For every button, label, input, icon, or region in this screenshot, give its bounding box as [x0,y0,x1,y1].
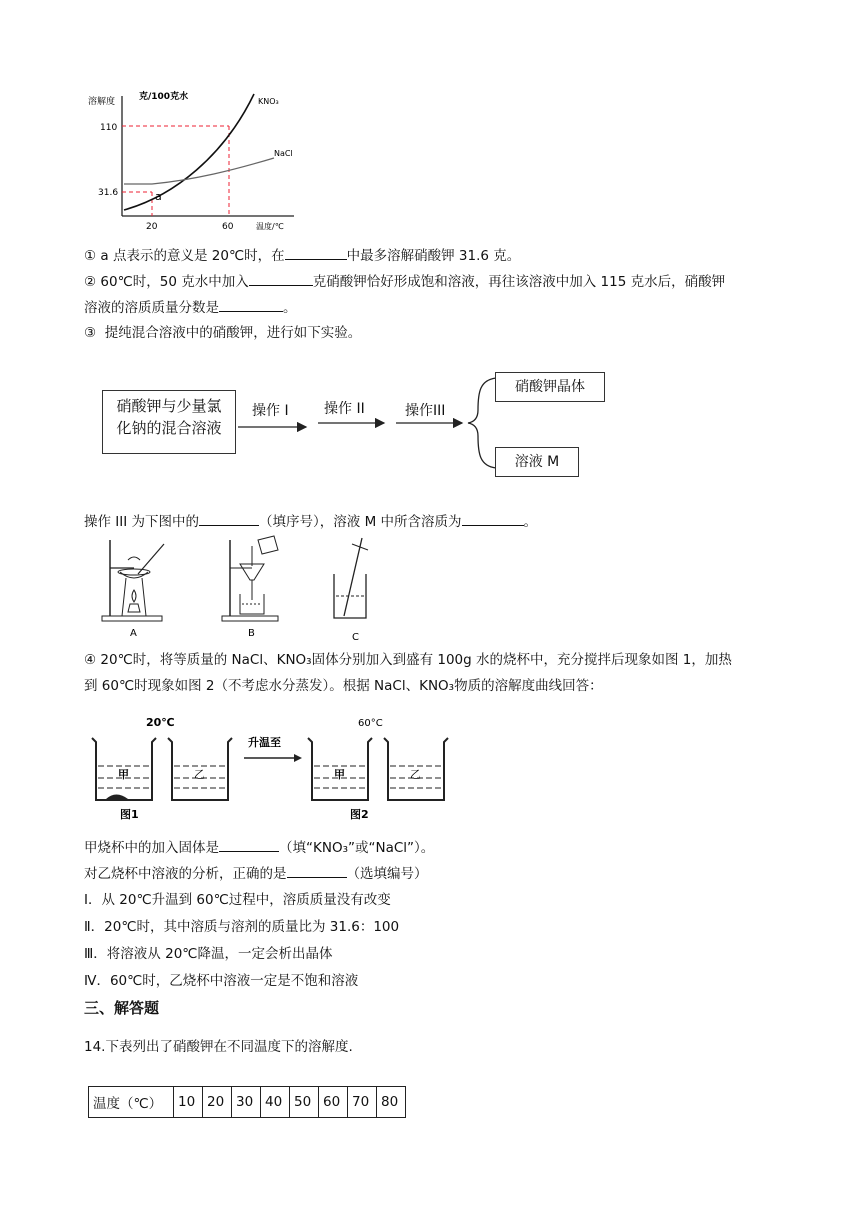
answer-blank[interactable] [462,511,524,526]
question-4-line-2: 到 60℃时现象如图 2（不考虑水分蒸发）。根据 NaCl、KNO₃物质的溶解度曲线回答： [84,678,603,694]
section-title: 三、解答题 [84,999,160,1017]
question-3: ③ 提纯混合溶液中的硝酸钾，进行如下实验。 [84,325,362,341]
unit-label: 克/100克水 [139,92,189,102]
svg-text:乙: 乙 [194,768,205,781]
svg-text:甲: 甲 [118,768,129,781]
nacl-label: NaCl [274,149,293,158]
question-14: 14.下表列出了硝酸钾在不同温度下的溶解度. [84,1039,353,1055]
table-row [89,1087,406,1118]
table-header-cell: 温度（℃） [89,1087,174,1118]
option-1: Ⅰ．从 20℃升温到 60℃过程中，溶质质量没有改变 [84,892,391,908]
flow-output-crystal: 硝酸钾晶体 [495,372,605,402]
flow-arrows [234,370,510,480]
option-2: Ⅱ．20℃时，其中溶质与溶剂的质量比为 31.6：100 [84,919,400,935]
apparatus-c [334,538,368,643]
figure-1-label: 图1 [120,808,139,821]
svg-text:乙: 乙 [410,768,421,781]
question-1: ① a 点表示的意义是 20℃时，在 中最多溶解硝酸钾 31.6 克。 [84,245,520,266]
x-tick-20: 20 [146,222,158,232]
beakers-figure [86,712,456,822]
option-3: Ⅲ．将溶液从 20℃降温，一定会析出晶体 [84,946,333,962]
question-3b: 操作 III 为下图中的 （填序号），溶液 M 中所含溶质为 。 [84,511,537,532]
svg-text:甲: 甲 [334,768,345,781]
beaker-jia-20 [92,738,156,800]
question-4-line-1: ④ 20℃时，将等质量的 NaCl、KNO₃固体分别加入到盛有 100g 水的烧杯中，充分搅拌后现象如图 1，加热 [84,652,732,668]
question-6: 对乙烧杯中溶液的分析，正确的是 （选填编号） [84,863,428,884]
y-axis-label: 溶解度 [88,97,116,107]
kno3-label: KNO₃ [258,97,279,106]
svg-text:B: B [248,628,255,639]
svg-text:C: C [352,632,359,643]
option-4: Ⅳ．60℃时，乙烧杯中溶液一定是不饱和溶液 [84,973,359,989]
table-cell: 60 [319,1087,348,1118]
question-2-line-1: ② 60℃时，50 克水中加入 克硝酸钾恰好形成饱和溶液，再往该溶液中加入 115 克水后，硝酸钾 [84,271,725,292]
beaker-jia-60 [308,738,372,800]
point-a-label: a [155,190,162,203]
figure-2-label: 图2 [350,808,369,821]
flow-op-3: 操作III [405,403,446,419]
flow-op-1: 操作 I [252,403,289,419]
question-5: 甲烧杯中的加入固体是 （填“KNO₃”或“NaCl”）。 [84,837,434,858]
beaker-yi-60 [384,738,448,800]
answer-blank[interactable] [285,245,347,260]
table-cell: 80 [377,1087,406,1118]
y-tick-31-6: 31.6 [98,188,119,198]
answer-blank[interactable] [219,837,279,852]
answer-blank[interactable] [199,511,259,526]
flow-start-box: 硝酸钾与少量氯 化钠的混合溶液 [102,390,236,454]
x-axis-label: 温度/℃ [256,222,284,231]
apparatus-a [102,540,164,639]
y-tick-110: 110 [100,123,118,133]
answer-blank[interactable] [287,863,347,878]
question-2-line-2: 溶液的溶质质量分数是 。 [84,297,297,318]
table-cell: 50 [290,1087,319,1118]
table-cell: 40 [261,1087,290,1118]
temp-60: 60°C [358,718,383,729]
answer-blank[interactable] [219,297,283,312]
solubility-graph [84,86,304,236]
flow-op-2: 操作 II [324,401,365,417]
flow-output-solution: 溶液 M [495,447,579,477]
x-tick-60: 60 [222,222,234,232]
solubility-table [88,1086,406,1118]
table-cell: 30 [232,1087,261,1118]
temp-20: 20℃ [146,716,175,729]
table-cell: 10 [174,1087,203,1118]
table-cell: 70 [348,1087,377,1118]
svg-text:A: A [130,628,137,639]
answer-blank[interactable] [249,271,313,286]
apparatus-figure [92,534,392,644]
beaker-yi-20 [168,738,232,800]
apparatus-b [222,536,278,639]
table-cell: 20 [203,1087,232,1118]
heat-label: 升温至 [248,736,281,749]
